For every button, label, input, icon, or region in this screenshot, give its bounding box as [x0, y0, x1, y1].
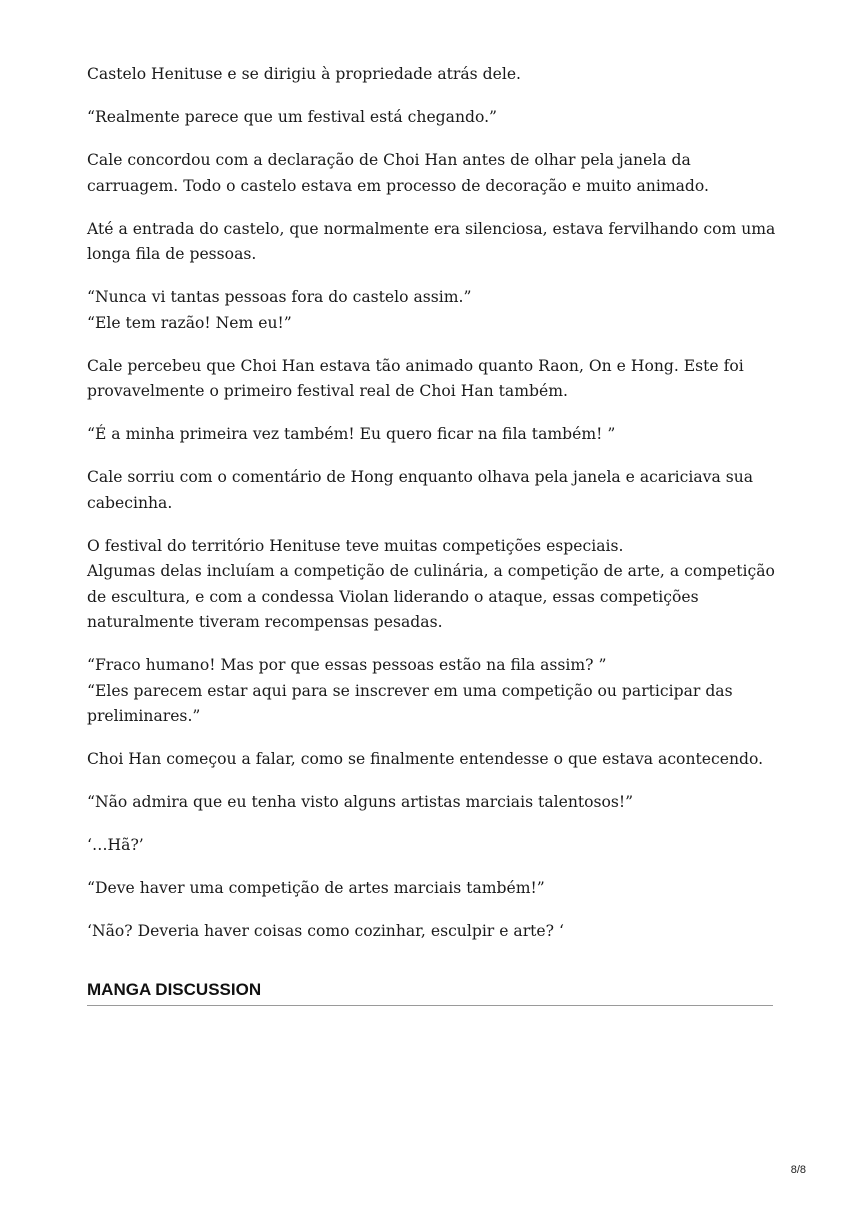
text-line: “Eles parecem estar aqui para se inscrever em uma competição ou participar das — [87, 681, 733, 700]
paragraph — [87, 62, 777, 88]
text-line: ‘…Hã?’ — [87, 836, 144, 854]
paragraph — [87, 876, 777, 902]
text-line: provavelmente o primeiro festival real de Choi Han também. — [87, 382, 568, 400]
text-line: carruagem. Todo o castelo estava em processo de decoração e muito animado. — [87, 176, 709, 195]
text-line: naturalmente tiveram recompensas pesadas. — [87, 613, 443, 631]
text-line: longa fila de pessoas. — [87, 245, 257, 263]
text-line: Castelo Henituse e se dirigiu à propriedade atrás dele. — [87, 65, 521, 83]
text-line: preliminares.” — [87, 707, 201, 725]
text-line: Choi Han começou a falar, como se finalmente entendesse o que estava acontecendo. — [87, 750, 764, 768]
text-line: “Realmente parece que um festival está chegando.” — [87, 108, 498, 126]
text-line: “Nunca vi tantas pessoas fora do castelo assim.” — [87, 288, 472, 306]
paragraph — [87, 790, 777, 816]
text-line: ‘Não? Deveria haver coisas como cozinhar, esculpir e arte? ‘ — [87, 922, 564, 940]
text-line: Cale sorriu com o comentário de Hong enquanto olhava pela janela e acariciava sua — [87, 468, 754, 486]
page-number: 8/8 — [790, 1164, 806, 1176]
document-body — [87, 62, 777, 962]
paragraph — [87, 105, 777, 131]
paragraph — [87, 747, 777, 773]
paragraph — [87, 534, 777, 636]
paragraph — [87, 148, 777, 199]
paragraph — [87, 354, 777, 405]
paragraph — [87, 833, 777, 859]
paragraph — [87, 653, 777, 730]
paragraph — [87, 285, 777, 336]
text-line: cabecinha. — [87, 493, 173, 512]
paragraph — [87, 217, 777, 268]
text-line: “Ele tem razão! Nem eu!” — [87, 313, 292, 332]
text-line: Algumas delas incluíam a competição de culinária, a competição de arte, a competição — [87, 562, 775, 580]
section-heading: MANGA DISCUSSION — [87, 979, 773, 1006]
text-line: Cale concordou com a declaração de Choi Han antes de olhar pela janela da — [87, 151, 691, 169]
paragraph — [87, 465, 777, 516]
text-line: Até a entrada do castelo, que normalmente era silenciosa, estava fervilhando com uma — [87, 219, 776, 238]
paragraph — [87, 422, 777, 448]
text-line: “É a minha primeira vez também! Eu quero ficar na fila também! ” — [87, 425, 616, 443]
text-line: “Deve haver uma competição de artes marciais também!” — [87, 879, 545, 897]
text-line: “Não admira que eu tenha visto alguns artistas marciais talentosos!” — [87, 793, 634, 811]
paragraph — [87, 919, 777, 945]
text-line: “Fraco humano! Mas por que essas pessoas estão na fila assim? ” — [87, 656, 607, 674]
text-line: de escultura, e com a condessa Violan liderando o ataque, essas competições — [87, 587, 699, 606]
text-line: O festival do território Henituse teve muitas competições especiais. — [87, 536, 624, 555]
text-line: Cale percebeu que Choi Han estava tão animado quanto Raon, On e Hong. Este foi — [87, 356, 744, 375]
